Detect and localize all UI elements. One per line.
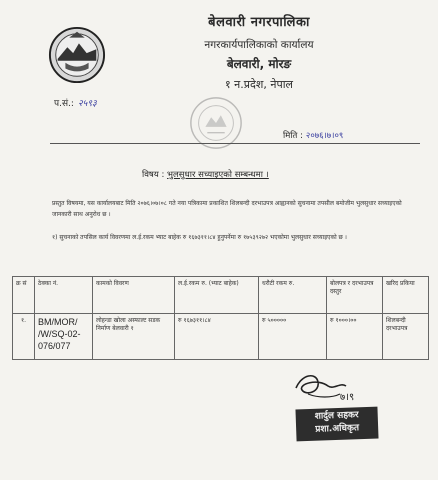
- col-header-serial: क्र सं: [13, 277, 35, 314]
- stamp-title: प्रशा.अधिकृत: [315, 423, 360, 435]
- col-header-procurement: खरिद प्रकिया: [383, 277, 429, 314]
- date-value: २०७६।७।०९: [305, 131, 344, 141]
- body-paragraph-2: १) सुचनाको तपसिल कार्य विवरणमा ल.ई.रकम भ्याट बाहेक रु १६७३११।८४ हुनुपर्नेमा रु १७५३९२७२ भएकोमा भुलसुधार सच्याइएको छ ।: [52, 234, 347, 241]
- subject-label: विषय :: [142, 170, 165, 180]
- col-header-deposit: धरौटी रकम रु.: [259, 277, 327, 314]
- date-label: मिति :: [283, 131, 303, 141]
- handwritten-signature: [288, 368, 368, 404]
- cell-serial: १.: [13, 314, 35, 360]
- header-divider: [50, 143, 420, 144]
- body-paragraph-1: प्रस्तुत विषयमा, यस कार्यालयबाट मिति २०७६।०७।०८ गते नया पत्रिकामा प्रकाशित शिलबन्दी दरभाउपत्र आह्वानको सुचनामा तपसील बमोजीम भुलसुधार सच्याइएको जानकारी साथ अनुरोध छ ।: [52, 200, 402, 218]
- col-header-estimated-cost: ल.ई.रकम रु. (भ्याट बाहेक): [175, 277, 259, 314]
- office-province: १ न.प्रदेश, नेपाल: [224, 78, 294, 91]
- office-location: बेलवारी, मोरङ: [226, 57, 292, 71]
- cell-procurement: शिलबन्दी दरभाउपत्र: [383, 314, 429, 360]
- office-name: बेलवारी नगरपालिका: [208, 15, 310, 30]
- col-header-contract-no: ठेक्का नं.: [35, 277, 93, 314]
- cell-deposit: रु ५०००००: [259, 314, 327, 360]
- table-header-row: [13, 277, 429, 314]
- subject-value: भुलसुधार सच्याइएको सम्बन्धमा ।: [167, 170, 269, 180]
- col-header-bid-fee: बोलपत्र र दरभाउपत्र दस्तुर: [327, 277, 383, 314]
- cell-work-description: लोहन्डा खोला अस्फाल्ट सडक निर्माण बेलवारी १: [93, 314, 175, 360]
- office-subtitle: नगरकार्यपालिकाको कार्यालय: [204, 39, 314, 51]
- letter-date: [283, 130, 343, 141]
- reference-label: प.सं.:: [54, 99, 74, 109]
- subject-line: [142, 169, 269, 180]
- signature-date: ७।९: [340, 392, 355, 403]
- reference-number: [54, 96, 97, 109]
- officer-stamp: [295, 407, 378, 442]
- stamp-name: शार्दुल सहकर: [314, 410, 359, 422]
- col-header-work-description: कामको विवरण: [93, 277, 175, 314]
- cell-contract-no: BM/MOR/ /W/SQ-02-076/077: [35, 314, 93, 360]
- reference-value: २५९३: [77, 99, 97, 109]
- cell-bid-fee: रु १०००।००: [327, 314, 383, 360]
- table-row: [13, 314, 429, 360]
- tender-table: [12, 276, 429, 360]
- cell-estimated-cost: रु १६७३११।८४: [175, 314, 259, 360]
